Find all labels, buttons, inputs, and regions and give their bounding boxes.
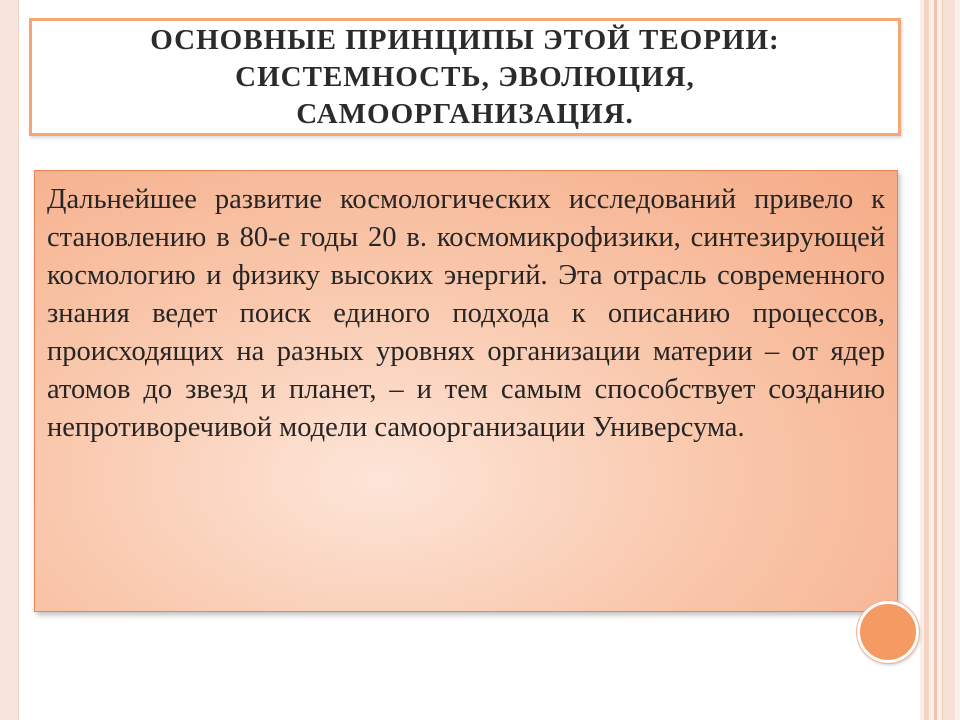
- title-box: [29, 18, 901, 136]
- slide-title-line-1: ОСНОВНЫЕ ПРИНЦИПЫ ЭТОЙ ТЕОРИИ:: [150, 23, 780, 56]
- right-decorative-stripes: [920, 0, 960, 720]
- decorative-circle: [857, 601, 919, 663]
- slide-title: [150, 22, 779, 133]
- content-box: [34, 170, 898, 612]
- right-stripe-1: [924, 0, 929, 720]
- left-decorative-stripe: [0, 0, 19, 720]
- right-stripe-2: [934, 0, 937, 720]
- slide-title-line-3: САМООРГАНИЗАЦИЯ.: [296, 97, 634, 130]
- body-paragraph: Дальнейшее развитие космологических исследований привело к становлению в 80-е годы 20 в. космомикрофизики, синтезирующей космологию и физику высоких энергий. Эта отрасль современного знания ведет поиск единого подхода к описанию процессов, происходящих на разных уровнях организации материи – от ядер атомов до звезд и планет, – и тем самым способствует созданию непротиворечивой модели самоорганизации Универсума.: [47, 184, 885, 443]
- right-stripe-3: [942, 0, 955, 720]
- slide-title-line-2: СИСТЕМНОСТЬ, ЭВОЛЮЦИЯ,: [235, 60, 695, 93]
